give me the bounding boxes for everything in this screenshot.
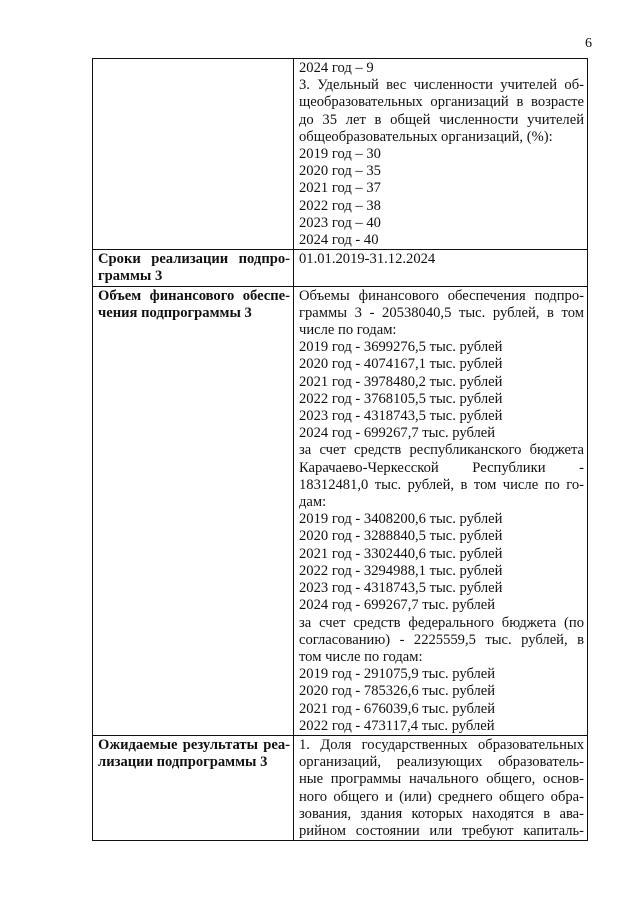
value-line: 2020 год – 35 — [299, 163, 381, 180]
value-line: организаций, реализующих образователь- — [299, 754, 584, 771]
value-line: 3. Удельный вес численности учителей об- — [299, 77, 584, 94]
label-line: лизации подпрограммы 3 — [98, 754, 268, 771]
value-line: 2022 год - 473117,4 тыс. рублей — [299, 717, 495, 734]
label-line: Сроки реализации подпро- — [98, 251, 290, 268]
indicator-values-row — [93, 59, 588, 250]
value-line: за счет средств федерального бюджета (по — [299, 614, 584, 631]
row-label-cell — [93, 735, 294, 840]
value-line: 2024 год - 699267,7 тыс. рублей — [299, 597, 496, 614]
page-number: 6 — [585, 36, 592, 51]
value-line: 2023 год - 4318743,5 тыс. рублей — [299, 580, 503, 597]
value-line: 2024 год - 40 — [299, 232, 379, 249]
value-line: 2024 год - 699267,7 тыс. рублей — [299, 425, 496, 442]
implementation-period-row — [93, 250, 588, 286]
value-line: 2023 год – 40 — [299, 214, 381, 231]
row-label-cell — [93, 250, 294, 286]
value-line: Объемы финансового обеспечения подпро- — [299, 287, 584, 304]
value-line: зования, здания которых находятся в ава- — [299, 805, 584, 822]
value-line: Карачаево-Черкесской Республики - — [299, 459, 584, 476]
value-line: 2023 год - 4318743,5 тыс. рублей — [299, 408, 503, 425]
value-line: 2019 год – 30 — [299, 146, 381, 163]
value-line: 2019 год - 3408200,6 тыс. рублей — [299, 511, 503, 528]
value-line: 2020 год - 785326,6 тыс. рублей — [299, 683, 496, 700]
value-line: 2022 год - 3294988,1 тыс. рублей — [299, 562, 503, 579]
value-line: ного общего и (или) среднего общего обра- — [299, 788, 584, 805]
value-line: за счет средств республиканского бюджета — [299, 442, 584, 459]
value-line: общеобразовательных организаций, (%): — [299, 128, 553, 145]
label-line: чения подпрограммы 3 — [98, 304, 252, 321]
value-line: ные программы начального общего, основ- — [299, 771, 584, 788]
financing-volume-row — [93, 286, 588, 735]
label-line: Ожидаемые результаты реа- — [98, 736, 290, 753]
row-label-cell — [93, 286, 294, 735]
value-line: 2021 год - 3302440,6 тыс. рублей — [299, 545, 503, 562]
value-line: до 35 лет в общей численности учителей — [299, 111, 584, 128]
value-line: 2021 год - 3978480,2 тыс. рублей — [299, 373, 503, 390]
expected-results-row — [93, 735, 588, 840]
value-line: 1. Доля государственных образовательных — [299, 736, 584, 753]
value-line: 2022 год – 38 — [299, 197, 381, 214]
row-label-cell — [93, 59, 294, 250]
value-line: 2024 год – 9 — [299, 60, 374, 76]
value-line: граммы 3 - 20538040,5 тыс. рублей, в том — [299, 304, 584, 321]
label-line: Объем финансового обеспе- — [98, 287, 290, 304]
row-value-cell — [294, 250, 588, 286]
value-line: 18312481,0 тыс. рублей, в том числе по го- — [299, 476, 584, 493]
value-line: согласованию) - 2225559,5 тыс. рублей, в — [299, 631, 584, 648]
value-line: числе по годам: — [299, 322, 397, 339]
value-line: 2019 год - 3699276,5 тыс. рублей — [299, 339, 503, 356]
value-line: 2022 год - 3768105,5 тыс. рублей — [299, 390, 503, 407]
value-line: рийном состоянии или требуют капиталь- — [299, 822, 584, 839]
row-value-cell — [294, 59, 588, 250]
label-line: граммы 3 — [98, 268, 163, 285]
value-line: 2019 год - 291075,9 тыс. рублей — [299, 666, 496, 683]
subprogram-passport-table — [92, 58, 588, 841]
value-line: 2021 год - 676039,6 тыс. рублей — [299, 700, 496, 717]
value-line: щеобразовательных организаций в возрасте — [299, 94, 584, 111]
value-line: 2020 год - 3288840,5 тыс. рублей — [299, 528, 503, 545]
value-line: том числе по годам: — [299, 648, 423, 665]
value-line: 01.01.2019-31.12.2024 — [299, 251, 436, 268]
value-line: 2020 год - 4074167,1 тыс. рублей — [299, 356, 503, 373]
value-line: дам: — [299, 494, 327, 511]
row-value-cell — [294, 286, 588, 735]
value-line: 2021 год – 37 — [299, 180, 381, 197]
row-value-cell — [294, 735, 588, 840]
